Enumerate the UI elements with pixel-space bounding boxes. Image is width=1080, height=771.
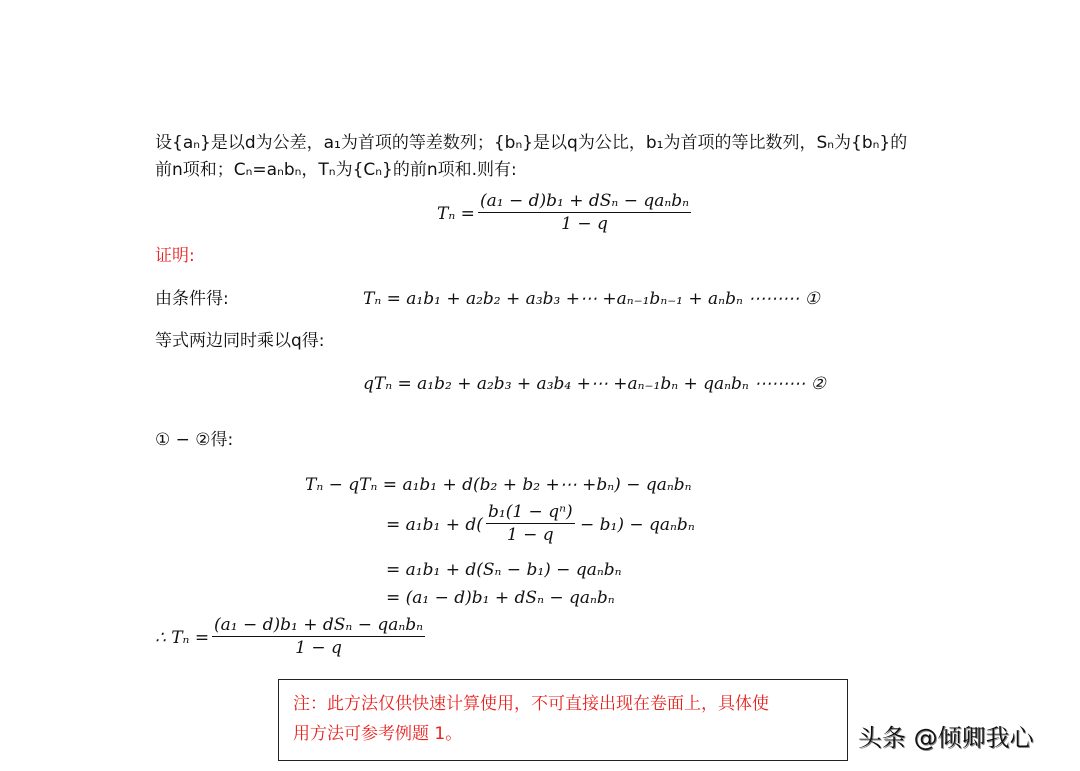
conclusion-fraction	[212, 614, 425, 659]
note-line-1: 注：此方法仅供快速计算使用，不可直接出现在卷面上，具体使	[293, 694, 769, 714]
derivation-line-1: Tₙ − qTₙ = a₁b₁ + d(b₂ + b₂ +⋯ +bₙ) − qaₙbₙ	[305, 475, 692, 495]
step1-equation: Tₙ = a₁b₁ + a₂b₂ + a₃b₃ +⋯ +aₙ₋₁bₙ₋₁ + aₙbₙ ⋯⋯⋯ ①	[363, 289, 820, 309]
watermark: 头条 @倾卿我心	[858, 724, 1034, 752]
intro-line-1: 设{aₙ}是以d为公差，a₁为首项的等差数列；{bₙ}是以q为公比，b₁为首项的等比数列，Sₙ为{bₙ}的	[155, 133, 908, 153]
main-formula-denominator: 1 − q	[561, 214, 608, 234]
note-line-2: 用方法可参考例题 1。	[293, 724, 463, 744]
derivation-fraction-numerator: b₁(1 − qⁿ)	[488, 502, 573, 522]
derivation-line-2-fraction	[486, 501, 575, 546]
note-box	[278, 679, 848, 761]
derivation-line-4: = (a₁ − d)b₁ + dSₙ − qaₙbₙ	[386, 588, 615, 608]
main-formula-numerator: (a₁ − d)b₁ + dSₙ − qaₙbₙ	[480, 191, 690, 211]
proof-label: 证明:	[155, 246, 195, 266]
step2-label: 等式两边同时乘以q得:	[155, 331, 325, 351]
step2-equation: qTₙ = a₁b₂ + a₂b₃ + a₃b₄ +⋯ +aₙ₋₁bₙ + qaₙbₙ ⋯⋯⋯ ②	[363, 374, 826, 394]
intro-line-2: 前n项和；Cₙ=aₙbₙ，Tₙ为{Cₙ}的前n项和.则有:	[155, 160, 517, 180]
derivation-line-3: = a₁b₁ + d(Sₙ − b₁) − qaₙbₙ	[386, 560, 622, 580]
step3-label: ① − ②得:	[155, 430, 234, 450]
derivation-line-2-pre: = a₁b₁ + d(	[386, 515, 483, 535]
main-formula-fraction	[478, 190, 691, 235]
conclusion-lhs: ∴ Tₙ =	[155, 628, 210, 648]
main-formula-lhs: Tₙ =	[437, 204, 475, 224]
derivation-line-2-post: − b₁) − qaₙbₙ	[580, 515, 695, 535]
conclusion-denominator: 1 − q	[295, 638, 342, 658]
conclusion-numerator: (a₁ − d)b₁ + dSₙ − qaₙbₙ	[214, 615, 424, 635]
derivation-fraction-denominator: 1 − q	[506, 525, 554, 545]
step1-label: 由条件得:	[155, 289, 229, 309]
